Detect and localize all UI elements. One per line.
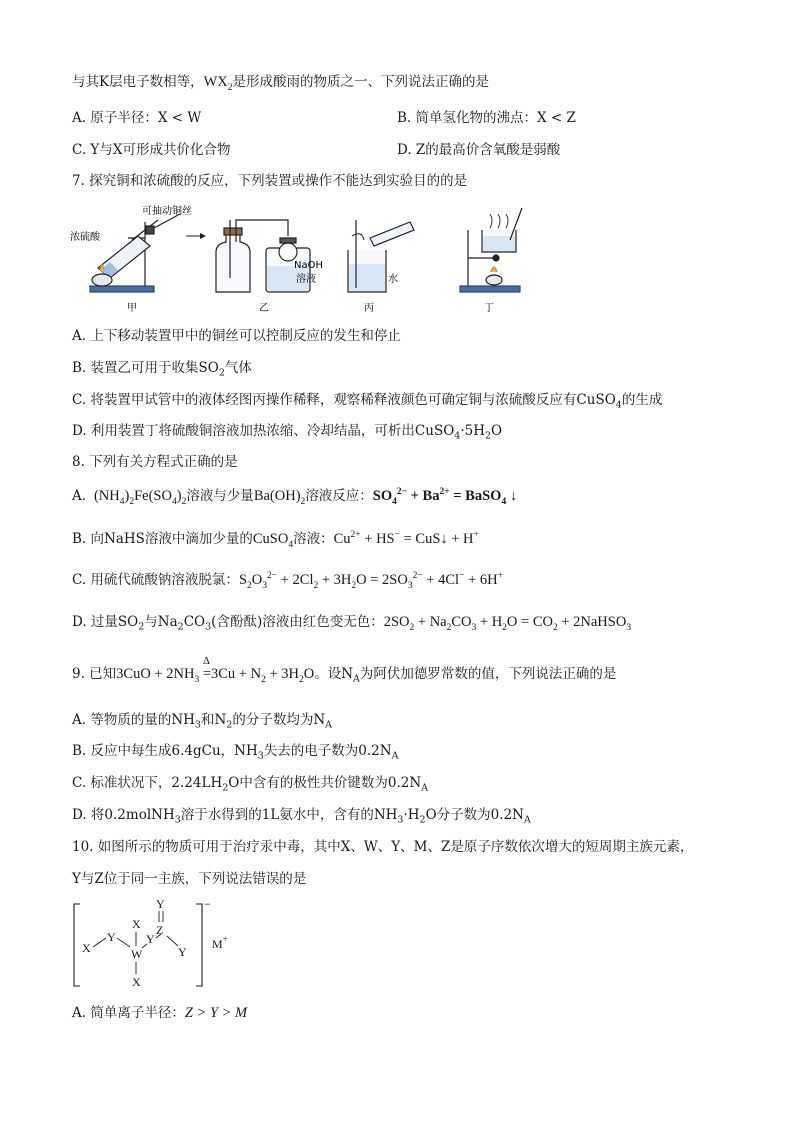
q7-d-text-c: O xyxy=(491,423,503,439)
label-jia: 甲 xyxy=(127,303,137,314)
struct-x-top: X xyxy=(132,917,141,931)
struct-x-left: X xyxy=(82,941,91,955)
q8-c-equation: $S_2O_3^{2-} + 2Cl_2 + 3H_2O = 2SO_3^{2-} + 4Cl^- + 6H^+$ xyxy=(238,571,503,591)
q7-c-sub: 4 xyxy=(615,399,622,411)
q10-structure-diagram xyxy=(72,896,252,992)
q8-d-equation: $2SO_2 + Na_2CO_3 + H_2O = CO_2$ + 2NaHSO$_3$ xyxy=(383,614,632,633)
q7-d-sub: 4 xyxy=(454,430,461,442)
q9-c-text-a: C. 标准状况下，2.24LH xyxy=(72,775,223,791)
q6-option-a[interactable]: A. 原子半径：X < W xyxy=(72,110,202,126)
q9-equation: $3CuO + 2NH_3$ = Δ $3Cu + N_2 + 3H_2O$ xyxy=(116,655,315,685)
q9-option-d[interactable] xyxy=(72,805,531,825)
q9-b-sub1: 3 xyxy=(257,750,264,762)
q8-b-cuso4: CuSO$_4$ xyxy=(252,531,294,550)
q8-a-text1: 溶液与少量 xyxy=(186,488,254,504)
q7-d-sub2: 2 xyxy=(484,430,492,442)
struct-y-top: Y xyxy=(156,897,165,911)
q9-d-sub3: 2 xyxy=(419,814,426,826)
q9-c-text-b: O中含有的极性共价键数为0.2N xyxy=(228,775,422,791)
q8-b-text: 溶液： xyxy=(293,531,334,547)
q6-option-d[interactable]: D. Z的最高价含氧酸是弱酸 xyxy=(397,142,561,158)
q9-c-sub2: A xyxy=(421,782,429,794)
q8-d-sub-so2: 2 xyxy=(138,621,145,633)
q8-b-label: B. 向NaHS溶液中滴加少量的 xyxy=(72,531,253,547)
q8-a-equation: $SO_4^{2-} + Ba^{2+}$ = BaSO$_4$ ↓ xyxy=(372,487,518,507)
label-solution: 溶液 xyxy=(296,274,316,285)
q10-option-a[interactable] xyxy=(72,1003,247,1023)
q8-option-c[interactable] xyxy=(72,570,503,590)
q8-a-reactant-formula: $(NH_4)_2Fe(SO_4)_2$ xyxy=(90,488,187,507)
q9-stem-c: 为阿伏加德罗常数的值，下列说法正确的是 xyxy=(359,666,617,682)
q8-stem: 8. 下列有关方程式正确的是 xyxy=(72,454,238,470)
struct-charge-minus: − xyxy=(204,897,211,911)
q9-stem-a: 9. 已知 xyxy=(72,666,117,682)
q8-option-d[interactable] xyxy=(72,612,631,632)
q8-b-equation: $Cu^{2+} + HS^-$ = CuS↓ + H+ xyxy=(333,530,479,547)
label-water: 水 xyxy=(388,274,398,285)
q7-c-text-a: C. 将装置甲试管中的液体经图丙操作稀释，观察稀释液颜色可确定铜与浓硫酸反应有CuSO xyxy=(72,392,616,408)
q8-a-text2: 溶液反应： xyxy=(305,488,373,504)
q10-a-expr: Z > Y > M xyxy=(184,1005,248,1021)
q9-a-text-b: 和N xyxy=(200,712,227,728)
q9-option-c[interactable] xyxy=(72,773,428,793)
apparatus-jia xyxy=(90,214,180,292)
struct-y-mid: Y xyxy=(146,932,155,946)
q9-a-text-c: 的分子数均为N xyxy=(232,712,326,728)
q8-a-baoh: $Ba(OH)_2$ xyxy=(253,488,306,507)
label-ding: 丁 xyxy=(484,303,494,314)
q9-d-sub1: 3 xyxy=(174,814,181,826)
q8-d-sub-co: 3 xyxy=(205,621,212,633)
q8-option-a[interactable] xyxy=(72,486,517,506)
q8-d-sub-na: 2 xyxy=(177,621,184,633)
q7-option-d[interactable] xyxy=(72,421,502,441)
q9-d-sub2: 3 xyxy=(397,814,404,826)
q6-stem-text-a: 与其K层电子数相等， xyxy=(72,74,204,90)
q9-c-sub1: 2 xyxy=(222,782,229,794)
q9-b-text-b: 失去的电子数为0.2N xyxy=(263,743,392,759)
label-yi: 乙 xyxy=(259,303,269,314)
q9-a-sub2: 2 xyxy=(226,719,233,731)
struct-w: W xyxy=(131,947,143,961)
q7-b-sub: 2 xyxy=(218,367,225,379)
q9-a-sub3: A xyxy=(325,719,333,731)
label-naoh: NaOH xyxy=(294,260,323,271)
q9-stem-sub: A xyxy=(353,673,360,685)
q9-d-sub4: A xyxy=(523,814,531,826)
q6-option-b[interactable]: B. 简单氢化物的沸点：X < Z xyxy=(397,110,576,126)
q7-b-text-b: 气体 xyxy=(224,360,252,376)
label-wire: 可抽动铜丝 xyxy=(142,206,192,217)
struct-y-right: Y xyxy=(178,945,187,959)
q7-c-text-b: 的生成 xyxy=(621,392,663,408)
q7-b-text-a: B. 装置乙可用于收集SO xyxy=(72,360,219,376)
q7-stem: 7. 探究铜和浓硫酸的反应，下列装置或操作不能达到实验目的的是 xyxy=(72,173,468,189)
q9-b-sub2: A xyxy=(391,750,399,762)
apparatus-bing xyxy=(348,220,414,292)
q9-a-text-a: A. 等物质的量的NH xyxy=(72,712,195,728)
q9-d-text-c: ·H xyxy=(403,807,420,823)
q6-formula-sub: 2 xyxy=(227,82,233,93)
q7-option-c[interactable] xyxy=(72,390,662,410)
q8-d-mid2: CO xyxy=(183,614,206,630)
label-bing: 丙 xyxy=(364,303,374,314)
struct-z: Z xyxy=(156,923,164,937)
q9-stem xyxy=(72,655,617,685)
q8-d-mid: 与Na xyxy=(144,614,178,630)
q9-d-text-b: 溶于水得到的1L氨水中，含有的NH xyxy=(180,807,398,823)
q8-d-label: D. 过量SO xyxy=(72,614,139,630)
q6-stem xyxy=(72,72,489,92)
q10-a-text: A. 简单离子半径： xyxy=(72,1005,185,1021)
struct-m-cation: M+ xyxy=(212,934,228,951)
q9-d-text-a: D. 将0.2molNH xyxy=(72,807,175,823)
q10-stem-line2: Y与Z位于同一主族，下列说法错误的是 xyxy=(72,871,307,887)
q6-formula xyxy=(203,74,233,93)
q8-a-label: A. xyxy=(72,488,87,504)
apparatus-ding xyxy=(460,208,522,292)
q9-b-text-a: B. 反应中每生成6.4gCu，NH xyxy=(72,743,258,759)
label-acid: 浓硫酸 xyxy=(70,232,100,243)
q7-option-b[interactable] xyxy=(72,358,252,378)
struct-y-left: Y xyxy=(107,930,116,944)
q9-a-sub1: 3 xyxy=(194,719,201,731)
q6-option-c[interactable]: C. Y与X可形成共价化合物 xyxy=(72,142,231,158)
struct-x-bottom: X xyxy=(132,975,141,989)
q6-formula-main: WX xyxy=(203,74,228,90)
q7-apparatus-figure xyxy=(70,200,530,318)
q6-stem-text-b: 是形成酸雨的物质之一、下列说法正确的是 xyxy=(232,74,490,90)
q9-option-a[interactable] xyxy=(72,710,332,730)
q8-c-label: C. 用硫代硫酸钠溶液脱氯： xyxy=(72,572,239,588)
q10-stem-line1: 10. 如图所示的物质可用于治疗汞中毒，其中X、W、Y、M、Z是原子序数依次增大的短周期主族元素， xyxy=(72,839,694,855)
q8-option-b[interactable] xyxy=(72,529,479,549)
q7-d-text-b: ·5H xyxy=(460,423,485,439)
q8-d-text: (含酚酞)溶液由红色变无色： xyxy=(211,614,384,630)
q7-option-a[interactable]: A. 上下移动装置甲中的铜丝可以控制反应的发生和停止 xyxy=(72,328,401,344)
q9-d-text-d: O分子数为0.2N xyxy=(425,807,524,823)
q9-stem-b: 。设N xyxy=(314,666,354,682)
q7-d-text-a: D. 利用装置丁将硫酸铜溶液加热浓缩、冷却结晶，可析出CuSO xyxy=(72,423,455,439)
q9-option-b[interactable] xyxy=(72,741,398,761)
